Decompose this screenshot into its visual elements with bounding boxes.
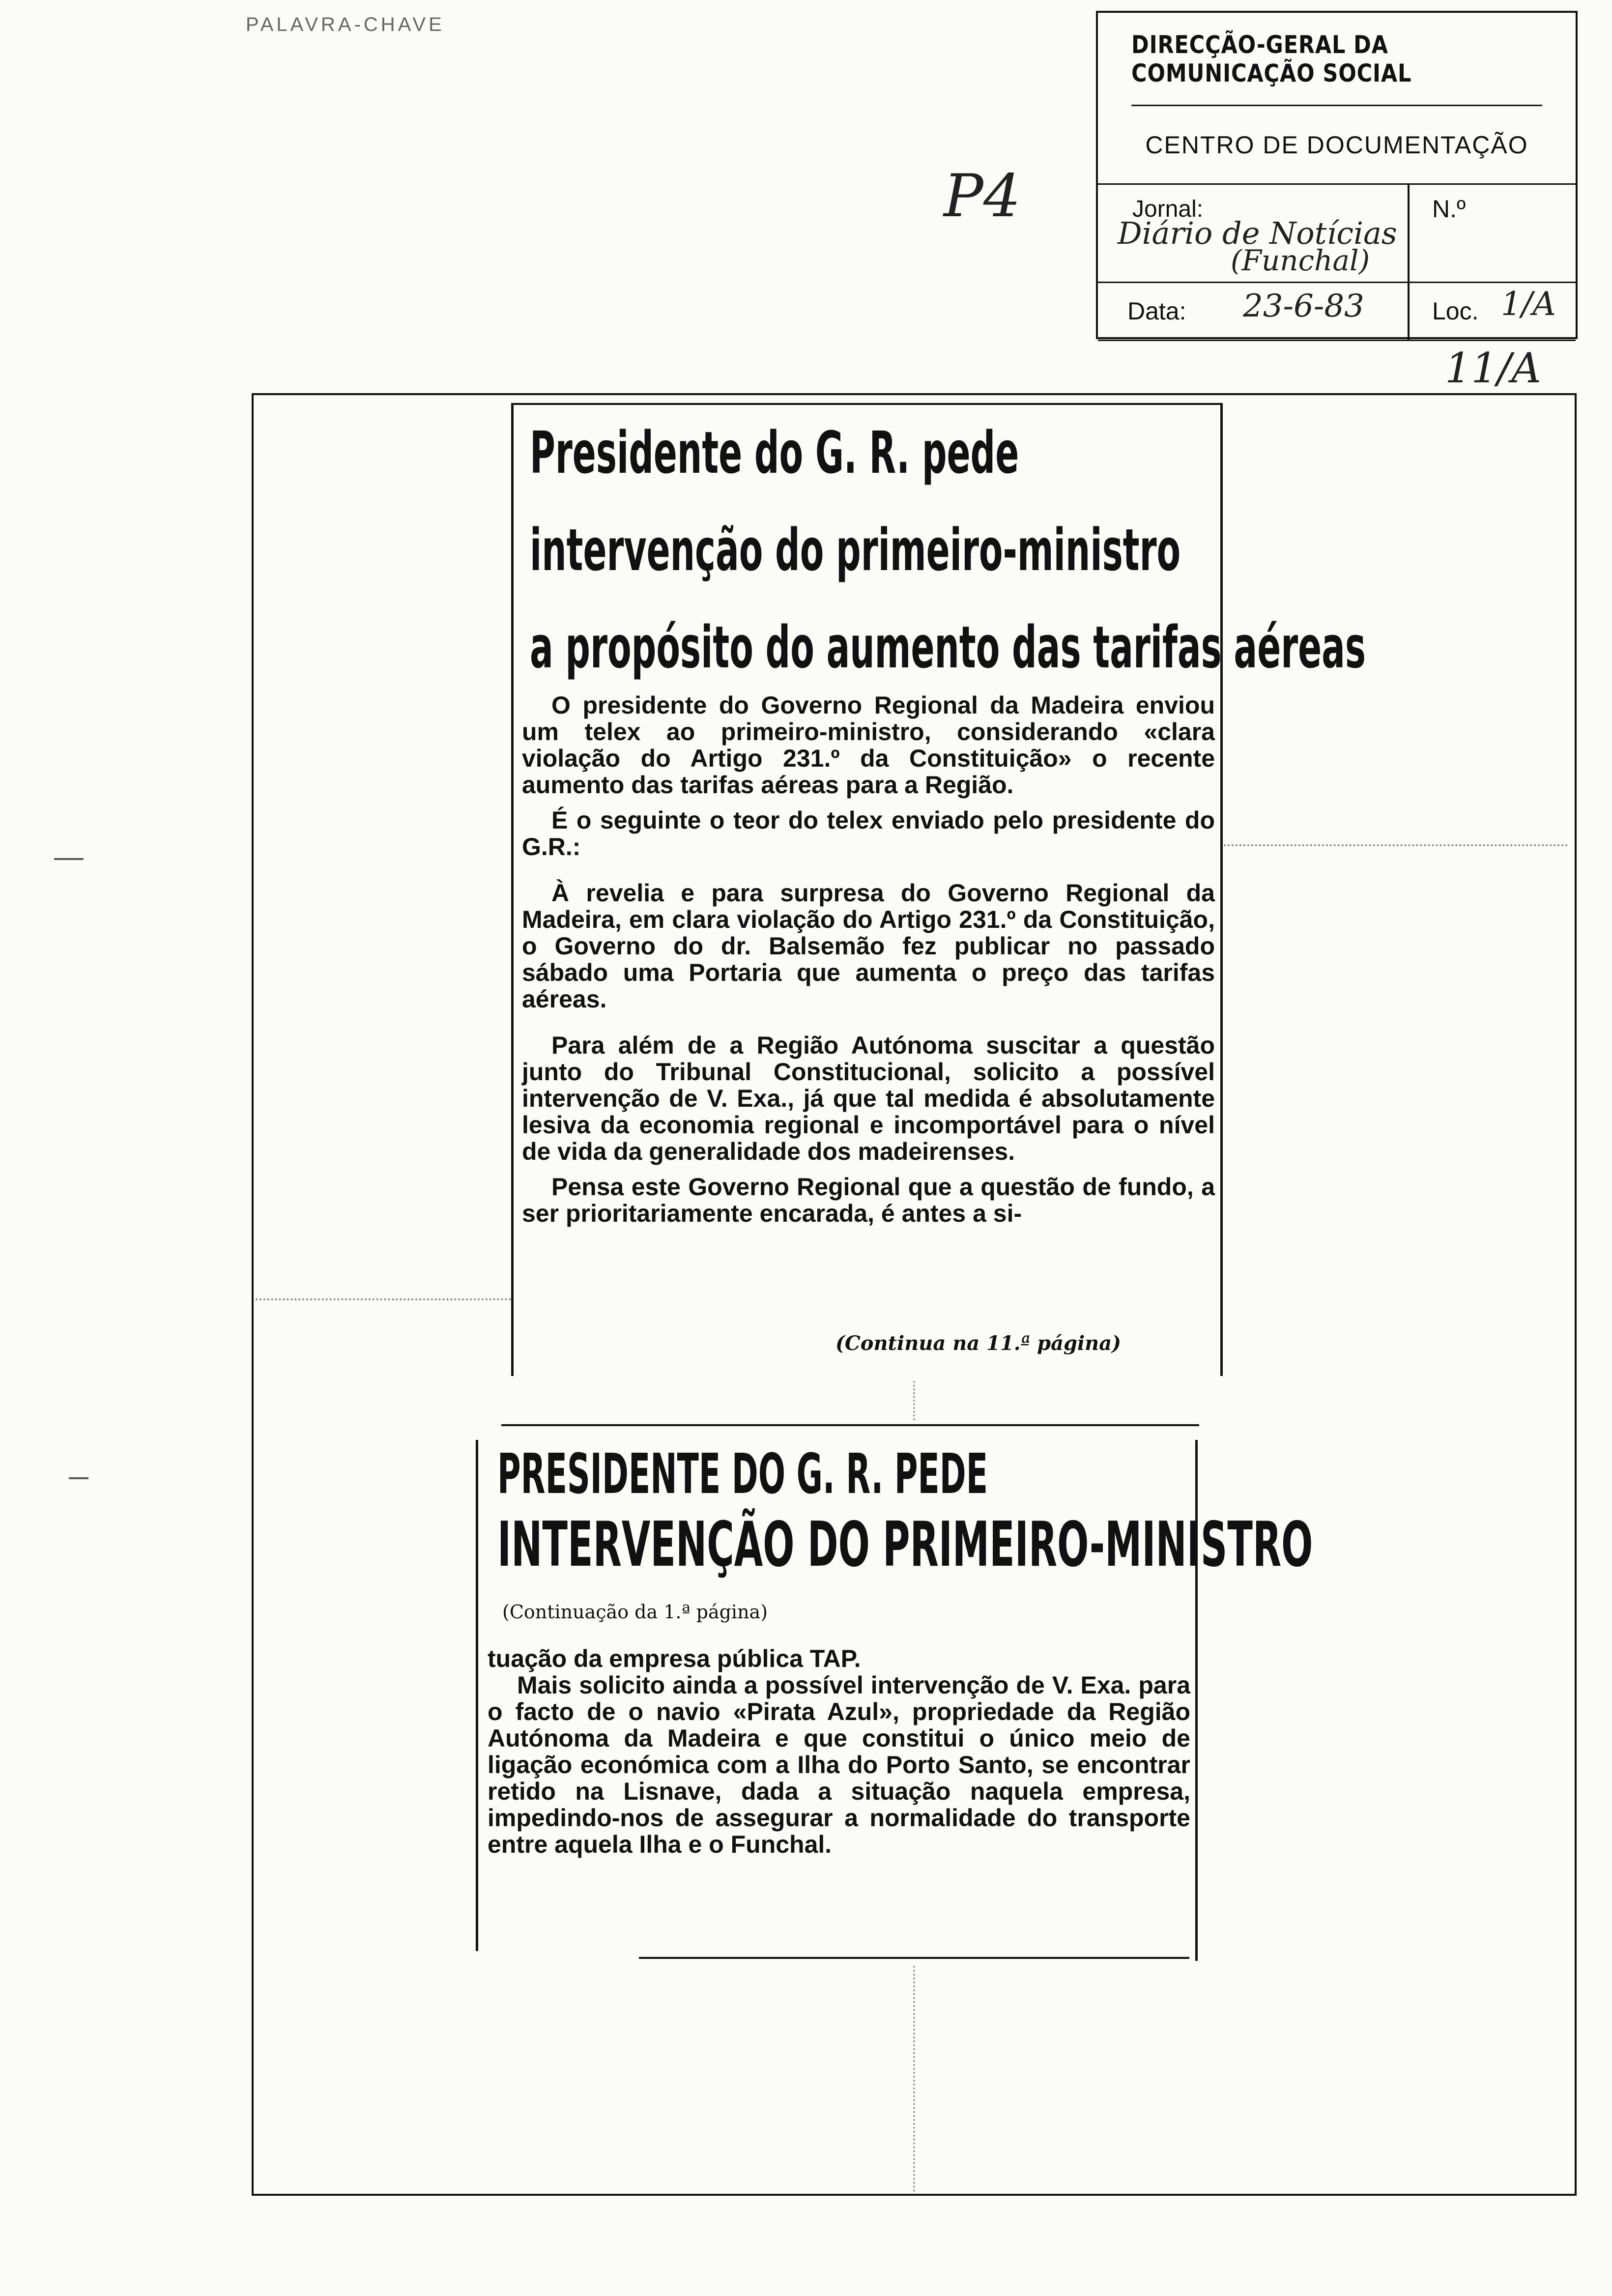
- loc-value-handwritten: 1/A: [1501, 285, 1556, 323]
- margin-tick: [69, 1477, 88, 1479]
- fold-guide: [913, 1381, 915, 1420]
- article1-paragraph: Pensa este Governo Regional que a questão de fundo, a ser prioritariamente encarada, é antes a si-: [522, 1173, 1215, 1227]
- stamp-organization: DIRECÇÃO-GERAL DA COMUNICAÇÃO SOCIAL: [1131, 13, 1542, 106]
- article1-paragraph: À revelia e para surpresa do Governo Regional da Madeira, em clara violação do Artigo 231.º da Constituição, o Governo do dr. Balsemão fez publicar no passado sábado uma Portaria que aumenta o preço das tarifas aéreas.: [522, 879, 1215, 1013]
- fold-guide: [1224, 844, 1568, 846]
- article2-continuation-note: (Continuação da 1.ª página): [502, 1601, 768, 1623]
- stamp-center: CENTRO DE DOCUMENTAÇÃO: [1098, 106, 1576, 185]
- stamp-divider: [1408, 185, 1410, 282]
- journal-value-handwritten-line2: (Funchal): [1231, 244, 1370, 277]
- article1-paragraph: É o seguinte o teor do telex enviado pelo presidente do G.R.:: [522, 806, 1215, 861]
- article2-bottom-rule: [639, 1957, 1189, 1959]
- article1-body: [522, 692, 1215, 1235]
- keyword-label: PALAVRA-CHAVE: [246, 14, 445, 35]
- documentation-stamp: [1096, 11, 1578, 339]
- article2-paragraph: Mais solicito ainda a possível intervenção de V. Exa. para o facto de o navio «Pirata Azul», propriedade da Região Autónoma da Madeira e que constitui o único meio de ligação económica com a Ilha do Porto Santo, se encontrar retido na Lisnave, dada a situação naquela empresa, impedindo-nos de assegurar a normalidade do transporte entre aquela Ilha e o Funchal.: [488, 1671, 1190, 1858]
- article1-headline-line2: intervenção do primeiro-ministro: [530, 516, 1181, 584]
- article2-left-rule: [476, 1440, 478, 1951]
- article2-headline-line2: INTERVENÇÃO DO PRIMEIRO-MINISTRO: [497, 1508, 1313, 1580]
- stamp-journal-row: [1098, 185, 1576, 283]
- date-label: Data:: [1127, 297, 1186, 325]
- handwritten-page-mark: P4: [944, 162, 1021, 230]
- article1-headline-line1: Presidente do G. R. pede: [530, 419, 1019, 487]
- loc-label: Loc.: [1432, 297, 1479, 325]
- fold-guide: [256, 1298, 511, 1300]
- journal-label: Jornal:: [1132, 196, 1204, 222]
- margin-tick: [54, 858, 84, 860]
- article2-top-rule: [501, 1424, 1199, 1426]
- article1-continuation: (Continua na 11.ª página): [835, 1332, 1122, 1355]
- article2-headline-line1: PRESIDENTE DO G. R. PEDE: [497, 1442, 988, 1506]
- handwritten-location-mark: 11/A: [1445, 344, 1541, 392]
- fold-guide: [913, 1966, 915, 2192]
- article2-body: [488, 1645, 1190, 1866]
- stamp-date-row: [1098, 283, 1576, 341]
- journal-value-handwritten: Diário de Notícias: [1118, 215, 1397, 251]
- date-value-handwritten: 23-6-83: [1243, 288, 1364, 324]
- stamp-divider: [1408, 283, 1410, 340]
- article1-headline-line3: a propósito do aumento das tarifas aéreas: [530, 613, 1366, 681]
- article1-paragraph: O presidente do Governo Regional da Madeira enviou um telex ao primeiro-ministro, considerando «clara violação do Artigo 231.º da Constituição» o recente aumento das tarifas aéreas para a Região.: [522, 691, 1215, 799]
- article2-paragraph: tuação da empresa pública TAP.: [488, 1645, 861, 1672]
- article1-paragraph: Para além de a Região Autónoma suscitar a questão junto do Tribunal Constitucional, solicito a possível intervenção de V. Exa., já que tal medida é absolutamente lesiva da economia regional e incomportável para o nível de vida da generalidade dos madeirenses.: [522, 1032, 1215, 1165]
- number-label: N.º: [1432, 195, 1466, 223]
